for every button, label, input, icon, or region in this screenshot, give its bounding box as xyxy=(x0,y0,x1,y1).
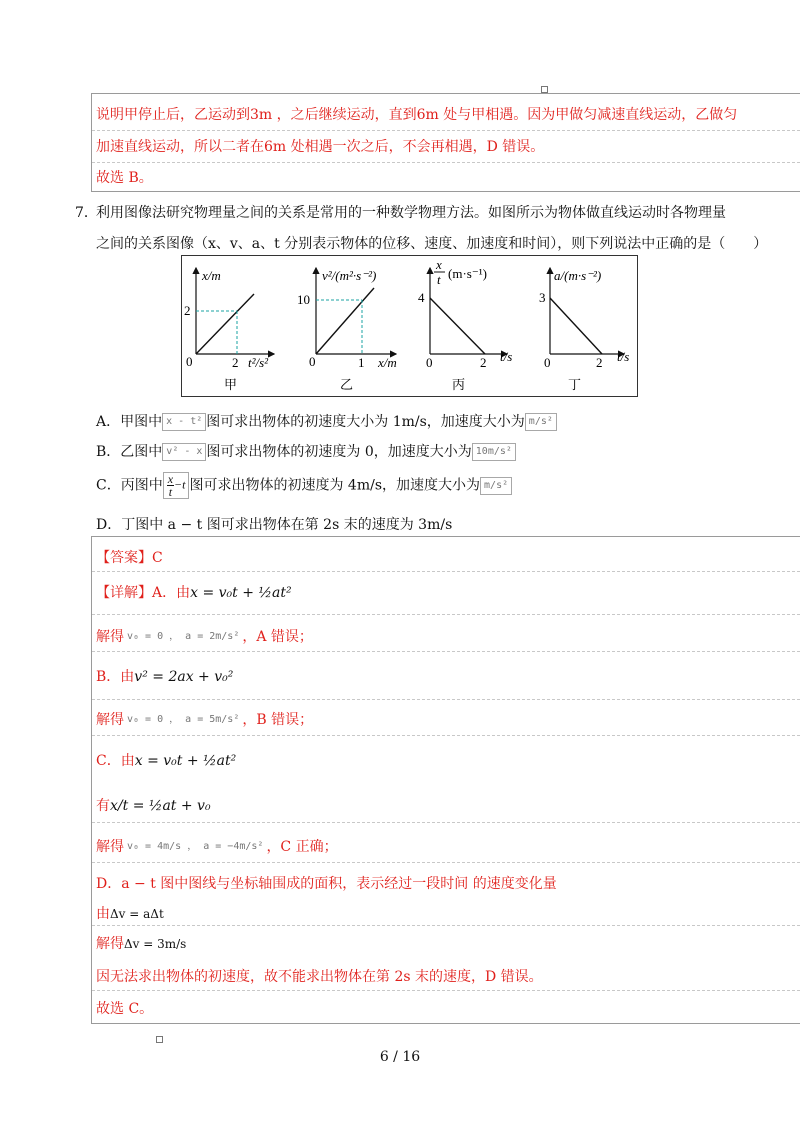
question-stem-2: 之间的关系图像（x、v、a、t 分别表示物体的位移、速度、加速度和时间），则下列说法中正确的是（ ） xyxy=(96,236,768,252)
bing-xlabel: t/s xyxy=(500,349,513,364)
divider xyxy=(92,735,800,736)
anchor-mark-bottom xyxy=(156,1036,163,1043)
yi-xtick: 1 xyxy=(358,355,365,370)
bing-ylabel-den: t xyxy=(437,272,441,287)
divider xyxy=(92,130,800,131)
yi-ytick: 10 xyxy=(297,292,310,307)
equation: v² = 2ax + v₀² xyxy=(134,669,234,685)
option-c: C．丙图中 $\frac{x}{t}$ −t 图可求出物体的初速度为 4m/s，加速度大小为 m/s² xyxy=(96,472,512,499)
graphs-figure xyxy=(181,255,638,397)
ding-xlabel: t/s xyxy=(617,349,630,364)
detail-c2: 有x/t = ½at + v₀ xyxy=(96,798,211,814)
ding-origin: 0 xyxy=(544,355,551,370)
divider xyxy=(92,614,800,615)
option-b: B．乙图中 v² - x 图可求出物体的初速度为 0，加速度大小为 10m/s² xyxy=(96,441,516,461)
jia-origin: 0 xyxy=(186,354,193,369)
solution-c: 解得 v₀ = 4m/s ， a = −4m/s² ，C 正确； xyxy=(96,839,338,855)
formula-box: v₀ = 0 ， a = 2m/s² xyxy=(127,631,240,642)
bing-label: 丙 xyxy=(452,377,466,392)
divider xyxy=(92,699,800,700)
bing-ylabel-unit: (m·s⁻¹) xyxy=(448,266,487,281)
divider xyxy=(92,651,800,652)
graph-jia xyxy=(184,268,274,392)
detail-b: B．由v² = 2ax + v₀² xyxy=(96,669,234,685)
answer-box xyxy=(91,536,800,1024)
divider xyxy=(92,862,800,863)
page-number: 6 / 16 xyxy=(379,1049,421,1065)
formula-box: m/s² xyxy=(525,413,557,431)
solution-b: 解得 v₀ = 0 ， a = 5m/s² ，B 错误； xyxy=(96,712,314,728)
jia-label: 甲 xyxy=(224,377,238,392)
yi-label: 乙 xyxy=(340,377,354,392)
formula-box: v₀ = 4m/s ， a = −4m/s² xyxy=(127,841,264,852)
answer-label: 【答案】C xyxy=(96,550,163,566)
ding-label: 丁 xyxy=(568,377,582,392)
question-stem-1: 利用图像法研究物理量之间的关系是常用的一种数学物理方法。如图所示为物体做直线运动时各物理量 xyxy=(96,205,726,221)
detail-c: C．由x = v₀t + ½at² xyxy=(96,753,237,769)
equation: Δv = aΔt xyxy=(110,907,164,921)
anchor-mark-top xyxy=(541,86,548,93)
divider xyxy=(92,571,800,572)
divider xyxy=(92,822,800,823)
bing-ytick: 4 xyxy=(418,290,425,305)
divider xyxy=(92,162,800,163)
question-number: 7． xyxy=(75,205,98,221)
divider xyxy=(92,925,800,926)
equation: x/t = ½at + v₀ xyxy=(110,798,211,814)
ding-ylabel: a/(m·s⁻²) xyxy=(554,268,602,283)
ding-ytick: 3 xyxy=(539,290,546,305)
detail-d: D．a − t 图中图线与坐标轴围成的面积，表示经过一段时间 的速度变化量 xyxy=(96,876,557,892)
graph-ding xyxy=(539,268,629,392)
ding-xtick: 2 xyxy=(596,355,603,370)
bing-xtick: 2 xyxy=(480,355,487,370)
bing-origin: 0 xyxy=(426,355,433,370)
detail-a: 【详解】A．由x = v₀t + ½at² xyxy=(96,585,292,601)
option-d: D．丁图中 a − t 图可求出物体在第 2s 末的速度为 3m/s xyxy=(96,517,453,533)
equation: x = v₀t + ½at² xyxy=(190,585,292,601)
graph-yi xyxy=(297,268,397,392)
formula-box: v² - x xyxy=(162,443,206,461)
yi-origin: 0 xyxy=(309,354,316,369)
yi-ylabel: v²/(m²·s⁻²) xyxy=(322,268,377,283)
divider xyxy=(92,990,800,991)
formula-box: v₀ = 0 ， a = 5m/s² xyxy=(127,714,240,725)
jia-xtick: 2 xyxy=(232,355,239,370)
final-answer: 故选 C。 xyxy=(96,1001,154,1017)
graph-bing xyxy=(418,257,512,392)
conclusion-d: 因无法求出物体的初速度，故不能求出物体在第 2s 末的速度，D 错误。 xyxy=(96,969,543,985)
formula-box: x - t² xyxy=(162,413,206,431)
option-a: A．甲图中 x - t² 图可求出物体的初速度大小为 1m/s，加速度大小为 m/s² xyxy=(96,411,557,431)
graphs-svg xyxy=(182,256,637,396)
prev-line-2: 加速直线运动，所以二者在6m 处相遇一次之后，不会再相遇，D 错误。 xyxy=(96,139,545,155)
jia-ytick: 2 xyxy=(184,303,191,318)
bing-ylabel-num: x xyxy=(436,257,442,272)
solution-a: 解得 v₀ = 0 ， a = 2m/s² ，A 错误； xyxy=(96,629,313,645)
yi-xlabel: x/m xyxy=(378,355,397,370)
formula-box: 10m/s² xyxy=(472,443,516,461)
prev-line-3: 故选 B。 xyxy=(96,170,153,186)
jia-xlabel: t²/s² xyxy=(248,355,269,370)
prev-line-1: 说明甲停止后，乙运动到3m ，之后继续运动，直到6m 处与甲相遇。因为甲做匀减速直线运动，乙做匀 xyxy=(96,107,738,123)
formula-box: $\frac{x}{t}$ −t xyxy=(163,472,190,499)
formula-box: m/s² xyxy=(480,477,512,495)
equation: Δv = 3m/s xyxy=(124,937,187,951)
equation: x = v₀t + ½at² xyxy=(134,753,237,769)
jia-ylabel: x/m xyxy=(202,268,221,283)
detail-d-eq: 由Δv = aΔt xyxy=(96,906,164,922)
solution-d: 解得Δv = 3m/s xyxy=(96,936,187,952)
